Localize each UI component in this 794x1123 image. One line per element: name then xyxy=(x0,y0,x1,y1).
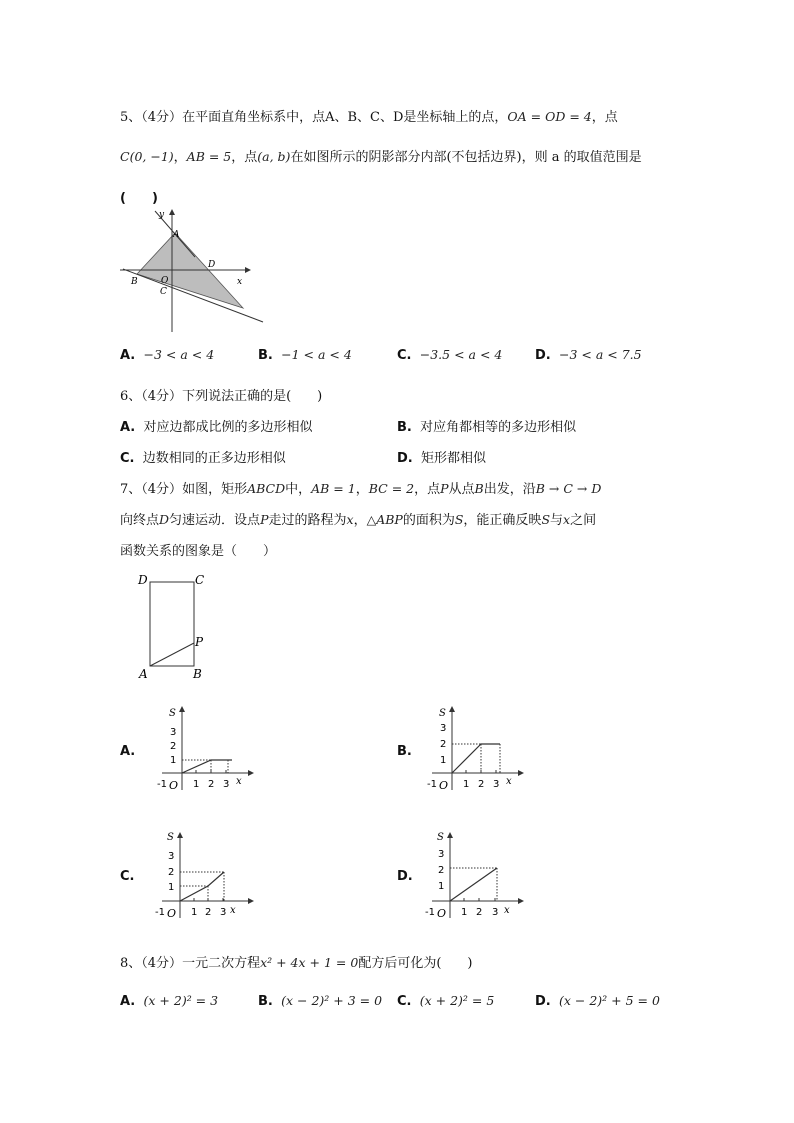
q7-text-2h: 之间 xyxy=(570,513,597,528)
q5-option-d[interactable] xyxy=(535,347,642,363)
q7-text-1e: 从点 xyxy=(448,482,475,497)
q5-option-b[interactable] xyxy=(258,347,352,363)
graph-d-label-x2: 2 xyxy=(476,907,483,918)
graph-a-label-o: O xyxy=(169,779,179,792)
graph-a-label-x: x xyxy=(236,776,242,787)
graph-a-label-s: S xyxy=(169,708,176,719)
graph-c-label-x: x xyxy=(230,905,236,916)
graph-d-y-arrow xyxy=(447,832,453,838)
q7-rect-figure xyxy=(130,568,220,683)
q5-sep3: ，点 xyxy=(231,150,258,165)
graph-c-label-1: 1 xyxy=(168,882,175,893)
graph-c-label-neg: -1 xyxy=(155,907,165,918)
q6-option-c[interactable] xyxy=(120,447,286,466)
graph-d-label-x: x xyxy=(504,905,510,916)
q8-option-b-letter: B. xyxy=(258,994,273,1009)
graph-b-label-x: x xyxy=(506,776,512,787)
q8-score: （4分） xyxy=(141,956,183,971)
q8-stem-b: 配方后可化为( ) xyxy=(358,956,473,971)
q7-graph-d[interactable] xyxy=(420,826,530,926)
q5-number: 5、 xyxy=(120,110,142,125)
graph-a-label-1: 1 xyxy=(170,755,177,766)
graph-b-label-x3: 3 xyxy=(493,779,500,790)
q7-rect-label-c: C xyxy=(195,573,205,587)
q7-triangle: △ABP xyxy=(366,512,403,527)
q5-option-a[interactable] xyxy=(120,347,214,363)
graph-b-curve xyxy=(452,744,500,773)
q5-option-a-letter: A. xyxy=(120,348,136,363)
q6-score: （4分） xyxy=(141,389,183,404)
q5-line1 xyxy=(120,106,618,125)
q7-text-2a: 向终点 xyxy=(120,513,160,528)
graph-c-label-o: O xyxy=(167,907,177,920)
q5-stem2: 在如图所示的阴影部分内部(不包括边界)，则 a 的取值范围是 xyxy=(290,150,642,165)
q8-option-c-letter: C. xyxy=(397,994,412,1009)
q6-number: 6、 xyxy=(120,389,142,404)
q5-line2 xyxy=(120,146,642,165)
graph-d-label-3: 3 xyxy=(438,849,445,860)
graph-c-label-x1: 1 xyxy=(191,907,198,918)
graph-d-x-arrow xyxy=(518,898,524,904)
q6-option-a-text: 对应边都成比例的多边形相似 xyxy=(143,420,313,435)
q7-bc: BC = 2 xyxy=(368,481,415,496)
q5-sep2: ， xyxy=(173,150,187,165)
graph-b-label-x2: 2 xyxy=(478,779,485,790)
q7-ab: AB = 1 xyxy=(311,481,356,496)
q7-graph-c[interactable] xyxy=(150,826,260,926)
graph-b-label-2: 2 xyxy=(440,739,447,750)
q5-y-arrow xyxy=(169,209,175,215)
q6-option-c-text: 边数相同的正多边形相似 xyxy=(142,451,286,466)
q7-p: P xyxy=(440,481,449,496)
q7-option-b-letter[interactable]: B. xyxy=(397,744,412,759)
q7-rect-label-p: P xyxy=(195,635,204,649)
q7-d: D xyxy=(159,512,170,527)
q7-s2: S xyxy=(541,512,551,527)
q7-rect-name: ABCD xyxy=(247,481,286,496)
q7-x: x xyxy=(346,512,354,527)
q7-x2: x xyxy=(563,512,571,527)
q7-rect-label-d: D xyxy=(138,573,148,587)
q5-x-arrow xyxy=(245,267,251,273)
q7-option-d-letter[interactable]: D. xyxy=(397,869,413,884)
q7-rect-label-b: B xyxy=(193,667,202,681)
q6-option-b[interactable] xyxy=(397,416,576,435)
q7-score: （4分） xyxy=(141,482,183,497)
q5-option-d-letter: D. xyxy=(535,348,551,363)
graph-b-y-arrow xyxy=(449,706,455,712)
q7-text-1f: 出发，沿 xyxy=(483,482,536,497)
q5-label-o: O xyxy=(161,276,169,286)
q8-number: 8、 xyxy=(120,956,142,971)
graph-c-label-3: 3 xyxy=(168,851,175,862)
q5-score: （4分） xyxy=(141,110,183,125)
graph-a-label-neg: -1 xyxy=(157,779,167,790)
q7-b: B xyxy=(474,481,484,496)
q6-option-d-letter: D. xyxy=(397,451,413,466)
q8-equation: x² + 4x + 1 = 0 xyxy=(260,955,359,970)
q5-option-c[interactable] xyxy=(397,347,502,363)
q7-line2 xyxy=(120,509,596,528)
q5-label-a: A xyxy=(173,230,180,240)
graph-c-label-x3: 3 xyxy=(220,907,227,918)
q8-option-a-text: (x + 2)² = 3 xyxy=(143,993,219,1008)
q7-text-1a: 如图，矩形 xyxy=(182,482,248,497)
q7-text-2b: 匀速运动．设点 xyxy=(169,513,261,528)
q8-option-a-letter: A. xyxy=(120,994,136,1009)
q8-stem-a: 一元二次方程 xyxy=(182,956,261,971)
graph-a-curve xyxy=(182,760,232,773)
q5-sep1: ，点 xyxy=(591,110,618,125)
q6-option-b-letter: B. xyxy=(397,420,412,435)
graph-a-y-arrow xyxy=(179,706,185,712)
graph-d-curve xyxy=(450,868,497,901)
q7-text-1d: ，点 xyxy=(414,482,441,497)
q5-paren: ( ) xyxy=(120,191,158,206)
q7-graph-a[interactable] xyxy=(150,700,260,800)
q7-path: B → C → D xyxy=(535,481,602,496)
q8-option-c-text: (x + 2)² = 5 xyxy=(419,993,495,1008)
q7-text-2e: 的面积为 xyxy=(402,513,455,528)
graph-c-label-s: S xyxy=(167,832,174,843)
graph-c-y-arrow xyxy=(177,832,183,838)
q6-option-d-text: 矩形都相似 xyxy=(421,451,487,466)
q5-label-x: x xyxy=(237,277,243,287)
q7-option-c-letter[interactable]: C. xyxy=(120,869,135,884)
q7-segment-ap xyxy=(150,643,194,666)
q7-text-2c: 走过的路程为 xyxy=(268,513,347,528)
q5-label-c: C xyxy=(160,287,167,297)
graph-b-label-1: 1 xyxy=(440,755,447,766)
q5-ab-point: (a, b) xyxy=(257,149,291,164)
q7-number: 7、 xyxy=(120,482,142,497)
q6-stem: 下列说法正确的是( ) xyxy=(182,389,323,404)
q8-option-d-text: (x − 2)² + 5 = 0 xyxy=(559,993,660,1008)
q7-text-2g: 与 xyxy=(550,513,564,528)
q5-option-b-text: −1 < a < 4 xyxy=(281,347,352,362)
q5-eq1: OA = OD = 4 xyxy=(507,109,592,124)
graph-b-label-s: S xyxy=(439,708,446,719)
graph-c-label-2: 2 xyxy=(168,867,175,878)
graph-a-label-x2: 2 xyxy=(208,779,215,790)
q8-option-b[interactable] xyxy=(258,993,382,1009)
q5-label-y: y xyxy=(159,210,165,220)
graph-d-label-o: O xyxy=(437,907,447,920)
graph-d-label-neg: -1 xyxy=(425,907,435,918)
q5-c-point: C(0, −1) xyxy=(120,149,174,164)
graph-d-label-x1: 1 xyxy=(461,907,468,918)
q7-s: S xyxy=(454,512,464,527)
q7-line1 xyxy=(120,478,601,497)
q7-text-1b: 中， xyxy=(285,482,312,497)
q8-option-b-text: (x − 2)² + 3 = 0 xyxy=(281,993,383,1008)
q7-text-1c: ， xyxy=(355,482,369,497)
q5-option-c-letter: C. xyxy=(397,348,412,363)
graph-b-x-arrow xyxy=(518,770,524,776)
q6-option-d[interactable] xyxy=(397,447,486,466)
q5-figure xyxy=(115,205,275,335)
graph-a-x-arrow xyxy=(248,770,254,776)
q6-option-a[interactable] xyxy=(120,416,313,435)
q5-label-b: B xyxy=(131,277,138,287)
q7-text-2d: ， xyxy=(353,513,367,528)
q6-option-b-text: 对应角都相等的多边形相似 xyxy=(420,420,577,435)
graph-a-label-2: 2 xyxy=(170,741,177,752)
graph-a-label-3: 3 xyxy=(170,727,177,738)
q8-option-d-letter: D. xyxy=(535,994,551,1009)
graph-a-label-x1: 1 xyxy=(193,779,200,790)
q6-option-a-letter: A. xyxy=(120,420,136,435)
q5-option-a-text: −3 < a < 4 xyxy=(143,347,215,362)
q8-option-c[interactable] xyxy=(397,993,494,1009)
graph-b-label-3: 3 xyxy=(440,723,447,734)
q5-label-d: D xyxy=(208,260,216,270)
q5-option-b-letter: B. xyxy=(258,348,273,363)
q7-line3: 函数关系的图象是（ ） xyxy=(120,544,277,559)
graph-b-label-x1: 1 xyxy=(463,779,470,790)
q7-rectangle xyxy=(150,582,194,666)
q5-ab: AB = 5 xyxy=(186,149,232,164)
q6-option-c-letter: C. xyxy=(120,451,135,466)
q7-text-2f: ，能正确反映 xyxy=(463,513,542,528)
graph-a-label-x3: 3 xyxy=(223,779,230,790)
q7-p2: P xyxy=(260,512,269,527)
graph-d-label-x3: 3 xyxy=(492,907,499,918)
graph-c-label-x2: 2 xyxy=(205,907,212,918)
graph-c-x-arrow xyxy=(248,898,254,904)
graph-d-label-s: S xyxy=(437,832,444,843)
q5-stem1: 在平面直角坐标系中，点A、B、C、D是坐标轴上的点， xyxy=(182,110,508,125)
q8-option-a[interactable] xyxy=(120,993,218,1009)
q5-option-d-text: −3 < a < 7.5 xyxy=(559,347,642,362)
graph-b-label-neg: -1 xyxy=(427,779,437,790)
q7-rect-label-a: A xyxy=(139,667,148,681)
q7-option-a-letter[interactable]: A. xyxy=(120,744,136,759)
q5-option-c-text: −3.5 < a < 4 xyxy=(419,347,503,362)
q8-option-d[interactable] xyxy=(535,993,660,1009)
graph-b-label-o: O xyxy=(439,779,449,792)
graph-d-label-2: 2 xyxy=(438,865,445,876)
q7-graph-b[interactable] xyxy=(420,700,530,800)
q6-stem-line xyxy=(120,385,322,404)
q8-stem-line xyxy=(120,952,472,971)
graph-d-label-1: 1 xyxy=(438,881,445,892)
